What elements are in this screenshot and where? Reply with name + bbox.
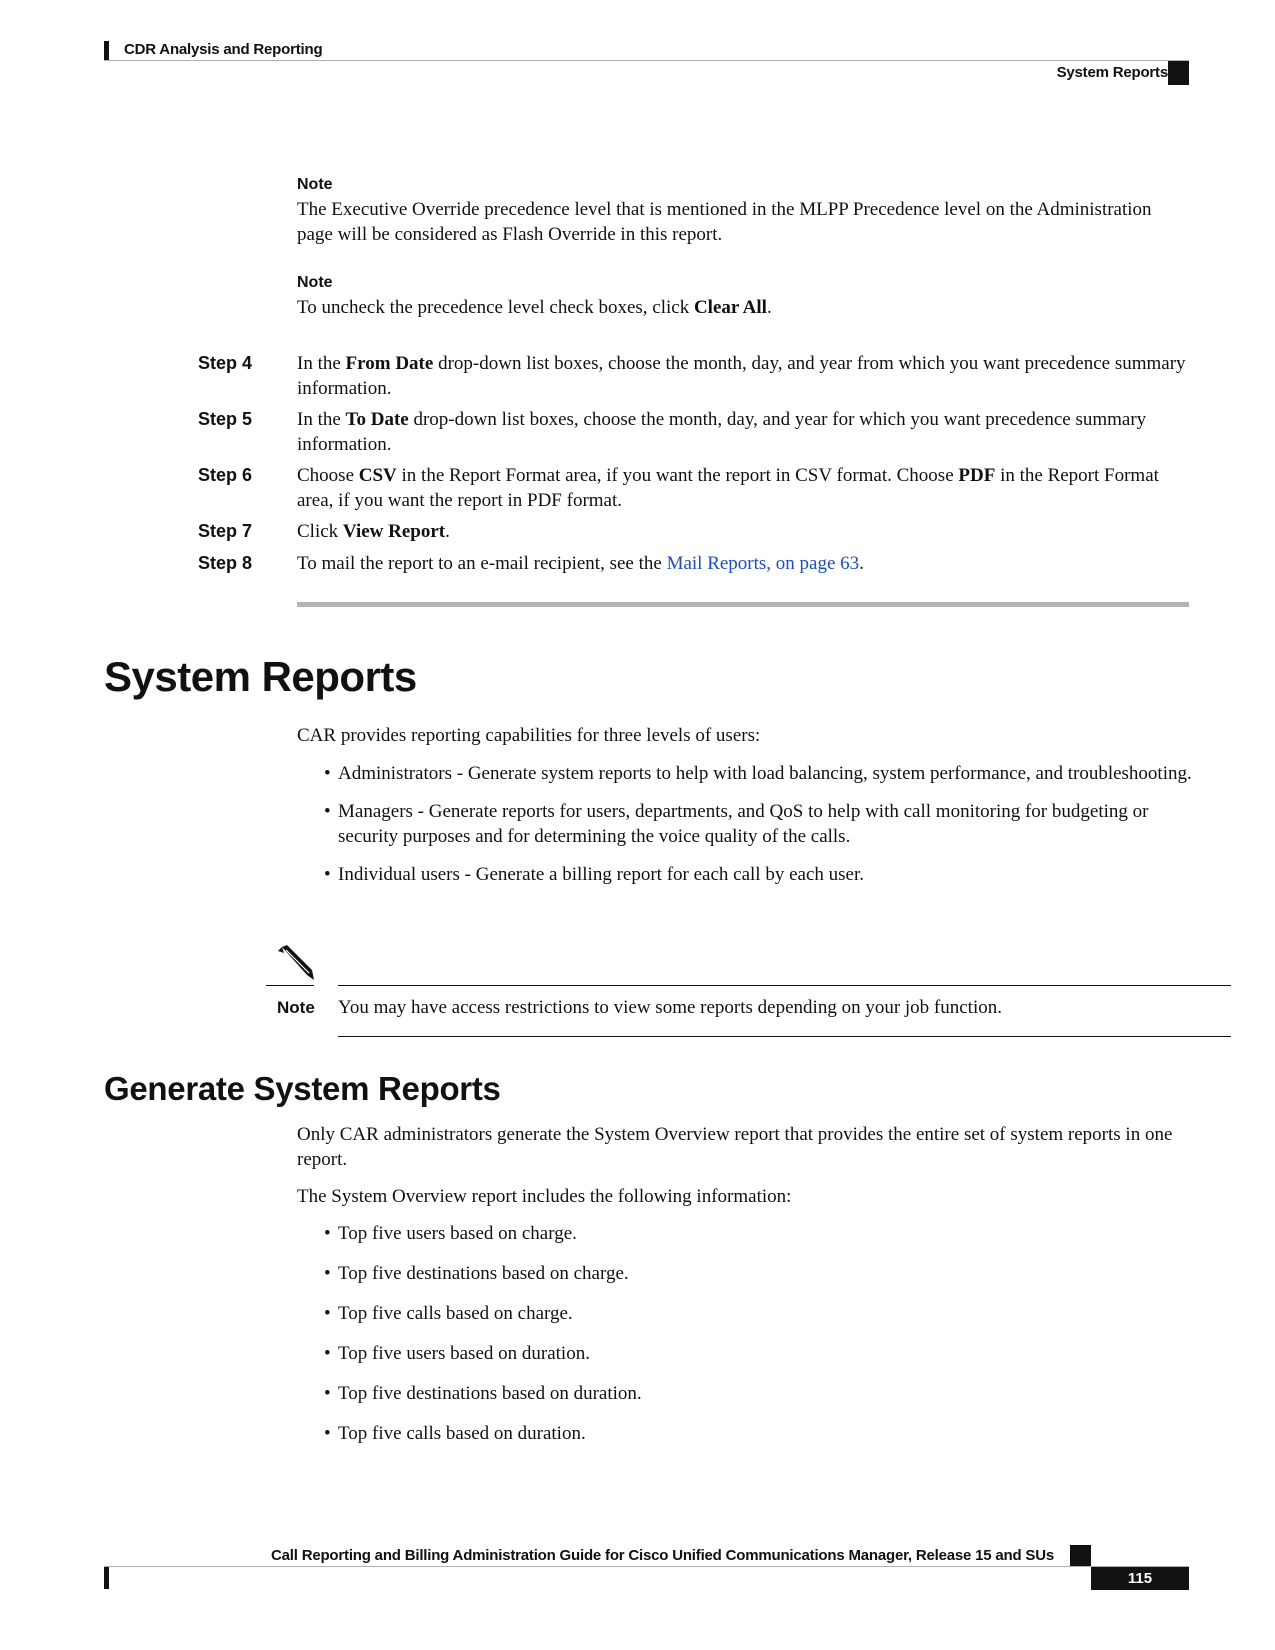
note-label: Note [297,274,333,291]
step-text: In the From Date drop-down list boxes, choose the month, day, and year from which you want precedence summary information. [297,353,1186,399]
list-item: • Administrators - Generate system reports to help with load balancing, system performance, and troubleshooting. [322,761,1192,786]
list-item: • Top five destinations based on duration. [322,1381,1192,1406]
note-icon-rule [266,985,314,986]
header-left-bar [104,41,109,60]
note-label: Note [277,998,315,1017]
list-item: • Individual users - Generate a billing report for each call by each user. [322,862,1192,887]
system-reports-heading: System Reports [104,653,417,700]
step-label: Step 6 [198,465,253,485]
step-label: Step 4 [198,353,253,373]
note-label: Note [297,176,333,193]
note-text: The Executive Override precedence level that is mentioned in the MLPP Precedence level on the Administration page will be considered as Flash Override in this report. [297,199,1152,245]
note-rule-top [338,985,1231,986]
generate-para: The System Overview report includes the following information: [297,1186,792,1207]
list-item: • Managers - Generate reports for users, departments, and QoS to help with call monitoring for budgeting or security purposes and for determining the voice quality of the calls. [322,799,1192,849]
generate-para: Only CAR administrators generate the System Overview report that provides the entire set of system reports in one report. [297,1124,1173,1170]
page-number: 115 [1091,1567,1189,1590]
generate-system-reports-heading: Generate System Reports [104,1070,501,1107]
list-item: • Top five calls based on duration. [322,1421,1192,1446]
footer-rule [104,1566,1189,1567]
mail-reports-link[interactable]: Mail Reports, on page 63 [666,553,860,574]
section-divider [297,602,1189,607]
list-item: • Top five calls based on charge. [322,1301,1192,1326]
note-text: To uncheck the precedence level check boxes, click Clear All. [297,297,772,318]
step-text: To mail the report to an e-mail recipient, see the Mail Reports, on page 63. [297,553,864,574]
header-marker [1168,61,1189,85]
footer-marker [1070,1545,1091,1566]
user-levels-list [322,761,1192,887]
section-title: System Reports [1056,64,1168,81]
pencil-icon [276,943,316,983]
chapter-title: CDR Analysis and Reporting [124,41,323,58]
step-label: Step 5 [198,409,253,429]
step-label: Step 7 [198,521,253,541]
step-text: In the To Date drop-down list boxes, choose the month, day, and year for which you want precedence summary information. [297,409,1147,455]
system-reports-intro: CAR provides reporting capabilities for three levels of users: [297,725,761,746]
overview-info-list [322,1221,1192,1446]
step-text: Choose CSV in the Report Format area, if you want the report in CSV format. Choose PDF in the Report Format area, if you want the report in PDF format. [297,465,1159,511]
list-item: • Top five destinations based on charge. [322,1261,1192,1286]
step-text: Click View Report. [297,521,450,542]
list-item: • Top five users based on charge. [322,1221,1192,1246]
step-label: Step 8 [198,553,253,573]
list-item: • Top five users based on duration. [322,1341,1192,1366]
note-rule-bottom [338,1036,1231,1037]
footer-left-bar [104,1567,109,1589]
header-rule [104,60,1189,61]
note-text: You may have access restrictions to view some reports depending on your job function. [338,997,1002,1018]
clear-all-text: Clear All [693,297,767,318]
guide-title: Call Reporting and Billing Administration Guide for Cisco Unified Communications Manager, Release 15 and SUs [271,1547,1054,1564]
